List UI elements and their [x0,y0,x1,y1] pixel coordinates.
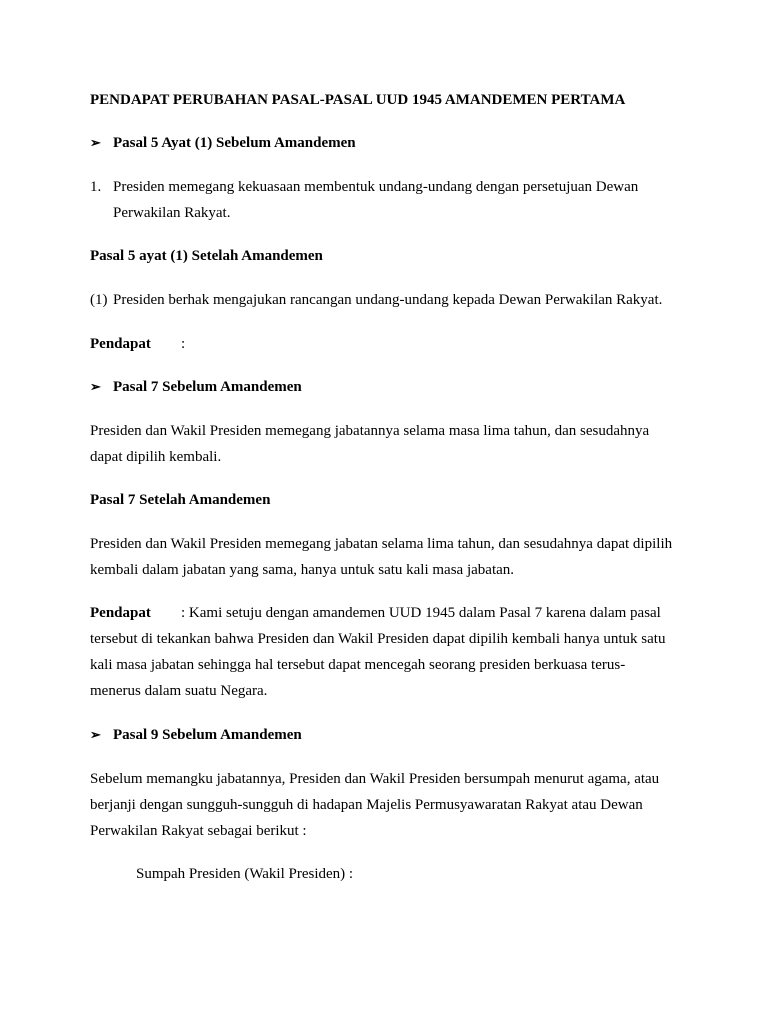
heading-pasal5-before: Pasal 5 Ayat (1) Sebelum Amandemen [113,135,356,151]
paragraph-line: Presiden memegang kekuasaan membentuk undang-undang dengan persetujuan Dewan [113,179,639,195]
paragraph-line: kali masa jabatan sehingga hal tersebut dapat mencegah seorang presiden berkuasa terus- [90,657,626,673]
paragraph-line: Perwakilan Rakyat sebagai berikut : [90,823,307,839]
document-title: PENDAPAT PERUBAHAN PASAL-PASAL UUD 1945 AMANDEMEN PERTAMA [90,92,626,108]
opinion-label: Pendapat [90,605,151,621]
paragraph-line: tersebut di tekankan bahwa Presiden dan Wakil Presiden dapat dipilih kembali hanya untuk satu [90,631,666,647]
heading-pasal9-before: Pasal 9 Sebelum Amandemen [113,727,302,743]
paragraph-line: Presiden dan Wakil Presiden memegang jabatan selama lima tahun, dan sesudahnya dapat dipilih [90,536,673,552]
bullet-arrow-icon: ➢ [90,727,101,742]
bullet-arrow-icon: ➢ [90,135,101,150]
paragraph-line: Presiden berhak mengajukan rancangan undang-undang kepada Dewan Perwakilan Rakyat. [113,292,663,308]
opinion-text: : Kami setuju dengan amandemen UUD 1945 dalam Pasal 7 karena dalam pasal [181,605,661,621]
heading-pasal7-before: Pasal 7 Sebelum Amandemen [113,379,302,395]
list-number: 1. [90,179,102,195]
paragraph-line: menerus dalam suatu Negara. [90,683,268,699]
paragraph-line: Presiden dan Wakil Presiden memegang jabatannya selama masa lima tahun, dan sesudahnya [90,423,650,439]
paragraph-line: Sebelum memangku jabatannya, Presiden dan Wakil Presiden bersumpah menurut agama, atau [90,771,660,787]
paragraph-line: Perwakilan Rakyat. [113,205,231,221]
heading-pasal5-after: Pasal 5 ayat (1) Setelah Amandemen [90,248,323,264]
opinion-text: : [181,336,186,352]
heading-pasal7-after: Pasal 7 Setelah Amandemen [90,492,271,508]
oath-heading: Sumpah Presiden (Wakil Presiden) : [136,866,354,882]
paragraph-line: dapat dipilih kembali. [90,449,222,465]
paragraph-line: berjanji dengan sungguh-sungguh di hadapan Majelis Permusyawaratan Rakyat atau Dewan [90,797,643,813]
bullet-arrow-icon: ➢ [90,379,101,394]
paragraph-line: kembali dalam jabatan yang sama, hanya untuk satu kali masa jabatan. [90,562,515,578]
list-number: (1) [90,292,108,308]
opinion-label: Pendapat [90,336,151,352]
